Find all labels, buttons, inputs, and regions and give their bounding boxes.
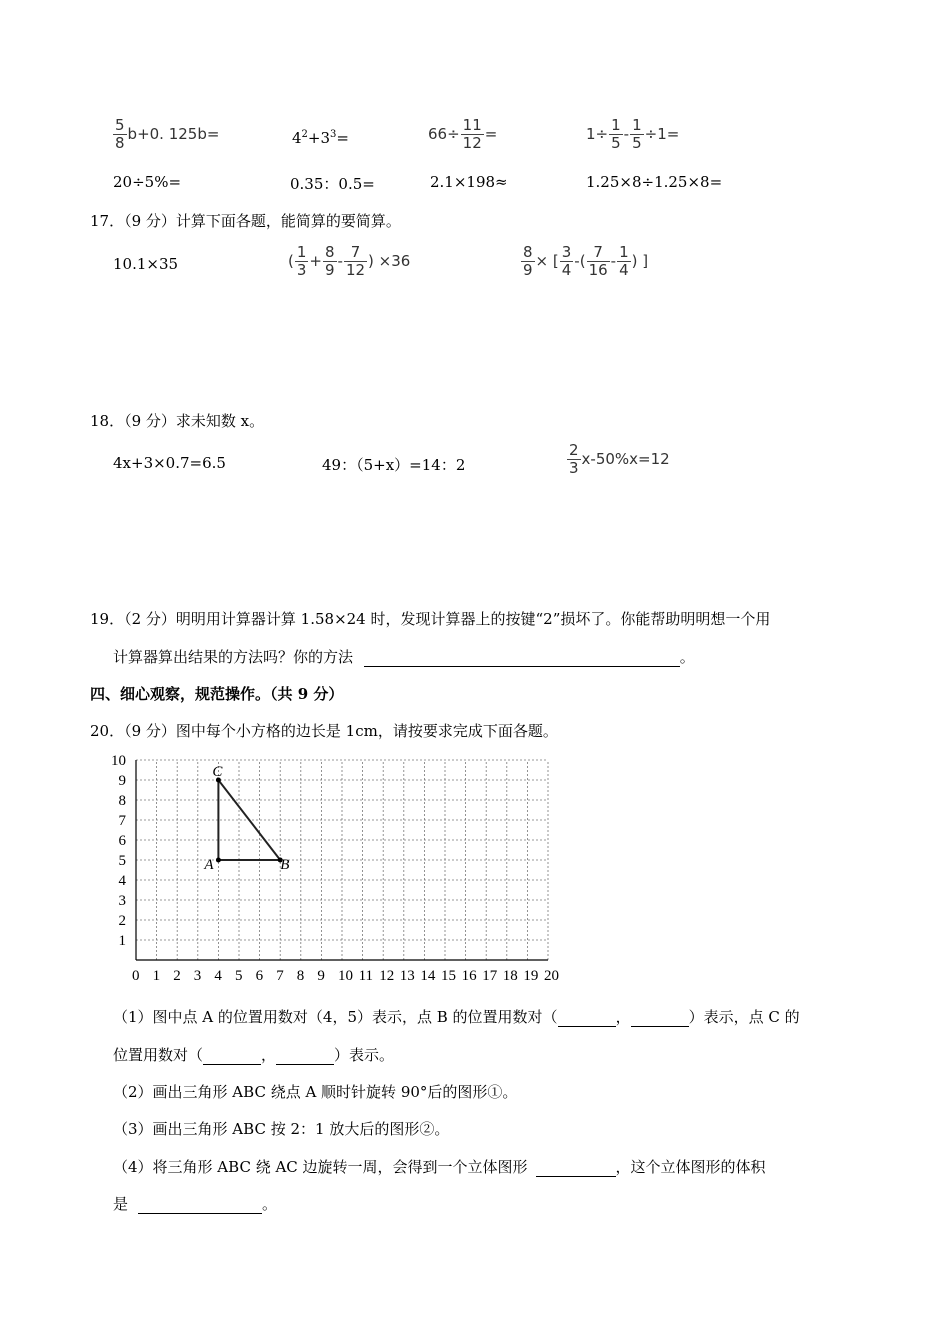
y-tick-label: 10 (111, 755, 126, 769)
q20-part4-line1: （4）将三角形 ABC 绕 AC 边旋转一周，会得到一个立体图形 ，这个立体图形的体积 (113, 1158, 766, 1176)
x-tick-label: 13 (399, 968, 415, 984)
x-tick-label: 8 (296, 968, 305, 984)
y-tick-label: 9 (118, 773, 126, 789)
q20-part3: （3）画出三角形 ABC 按 2：1 放大后的图形②。 (113, 1120, 450, 1138)
expr-18-3: $\frac{2}{3}$ x-50%x=12 (569, 441, 670, 477)
fraction: $\frac{11}{12}$ (462, 116, 482, 152)
expr-r1-3: 66÷ $\frac{11}{12}$ = (428, 116, 498, 152)
fraction: $\frac{3}{4}$ (561, 243, 572, 279)
x-tick-label: 4 (214, 968, 222, 984)
question-18-title: 18．（9 分）求未知数 x。 (90, 412, 265, 430)
x-tick-label: 2 (173, 968, 181, 984)
x-tick-label: 17 (482, 968, 498, 984)
x-tick-label: 18 (502, 968, 518, 984)
x-tick-label: 16 (461, 968, 477, 984)
expr-r2-4: 1.25×8÷1.25×8= (586, 173, 723, 191)
answer-blank[interactable] (558, 1011, 616, 1027)
fraction: $\frac{8}{9}$ (523, 243, 533, 279)
fraction: $\frac{1}{5}$ (632, 116, 642, 152)
x-tick-label: 7 (276, 968, 284, 984)
x-tick-label: 20 (544, 968, 559, 984)
point-label-b: B (280, 857, 290, 873)
x-tick-label: 10 (338, 968, 353, 984)
expr-r1-2: $4^2+3^3=$ (292, 129, 349, 147)
x-tick-label: 11 (358, 968, 374, 984)
q20-part2: （2）画出三角形 ABC 绕点 A 顺时针旋转 90°后的图形①。 (113, 1083, 518, 1101)
question-19-line2: 计算器算出结果的方法吗？你的方法 。 (113, 648, 695, 666)
fraction: $\frac{1}{3}$ (296, 243, 307, 279)
x-tick-label: 0 (132, 968, 140, 984)
point-label-c: C (212, 764, 223, 780)
expr-r2-3: 2.1×198≈ (430, 173, 508, 191)
x-tick-label: 12 (379, 968, 395, 984)
coordinate-grid (100, 755, 560, 990)
fraction: $\frac{2}{3}$ (569, 441, 579, 477)
expr-r2-2: 0.35：0.5= (290, 175, 375, 193)
point-label-a: A (204, 857, 214, 873)
q20-part4-line2: 是 。 (113, 1195, 278, 1213)
fraction: $\frac{5}{8}$ (115, 116, 125, 152)
y-tick-label: 5 (118, 853, 126, 869)
expr-r1-1: $\frac{5}{8}$ b+0. 125b= (115, 116, 220, 152)
answer-blank[interactable] (536, 1161, 616, 1177)
x-tick-label: 14 (420, 968, 436, 984)
answer-blank[interactable] (631, 1011, 689, 1027)
expr-17-1: 10.1×35 (113, 255, 179, 273)
y-tick-label: 1 (118, 933, 126, 949)
x-tick-label: 15 (441, 968, 456, 984)
point-a (216, 858, 221, 863)
fraction: $\frac{7}{16}$ (588, 243, 608, 279)
question-19-line1: 19．（2 分）明明用计算器计算 1.58×24 时，发现计算器上的按键“2”损坏了。你能帮助明明想一个用 (90, 610, 771, 628)
answer-blank[interactable] (203, 1049, 261, 1065)
triangle-abc (218, 780, 280, 860)
y-tick-label: 4 (118, 873, 126, 889)
x-tick-label: 3 (193, 968, 202, 984)
question-20-title: 20．（9 分）图中每个小方格的边长是 1cm，请按要求完成下面各题。 (90, 722, 558, 740)
x-tick-label: 1 (152, 968, 161, 984)
fraction: $\frac{1}{5}$ (611, 116, 621, 152)
expr-r1-4: 1÷ $\frac{1}{5}$ - $\frac{1}{5}$ ÷1= (586, 116, 680, 152)
y-tick-label: 8 (118, 793, 126, 809)
q20-part1-line1: （1）图中点 A 的位置用数对（4，5）表示，点 B 的位置用数对（ ， ）表示，点 C 的 (113, 1008, 800, 1026)
answer-blank[interactable] (364, 651, 680, 667)
fraction: $\frac{8}{9}$ (324, 243, 335, 279)
y-tick-label: 3 (118, 893, 126, 909)
expr-17-3: $\frac{8}{9}$ × [ $\frac{3}{4}$ -( $\frac{7}{16}$ - $\frac{1}{4}$ ) ] (523, 243, 649, 279)
section-4-heading: 四、细心观察，规范操作。（共 9 分） (90, 685, 344, 703)
expr-18-2: 49：（5+x）=14：2 (322, 456, 466, 474)
x-tick-label: 9 (317, 968, 325, 984)
q20-part1-line2: 位置用数对（ ， ）表示。 (113, 1046, 395, 1064)
y-tick-label: 6 (118, 833, 126, 849)
question-17-title: 17．（9 分）计算下面各题，能简算的要简算。 (90, 212, 401, 230)
fraction: $\frac{1}{4}$ (619, 243, 629, 279)
expr-17-2: ( $\frac{1}{3}$ + $\frac{8}{9}$ - $\frac{7}{12}$ ) ×36 (288, 243, 411, 279)
answer-blank[interactable] (276, 1049, 334, 1065)
x-tick-label: 6 (255, 968, 264, 984)
y-tick-label: 7 (118, 813, 126, 829)
answer-blank[interactable] (138, 1198, 262, 1214)
expr-r2-1: 20÷5%= (113, 173, 182, 191)
x-tick-label: 5 (235, 968, 243, 984)
x-tick-label: 19 (523, 968, 539, 984)
fraction: $\frac{7}{12}$ (345, 243, 366, 279)
y-tick-label: 2 (118, 913, 126, 929)
expr-18-1: 4x+3×0.7=6.5 (113, 454, 226, 472)
